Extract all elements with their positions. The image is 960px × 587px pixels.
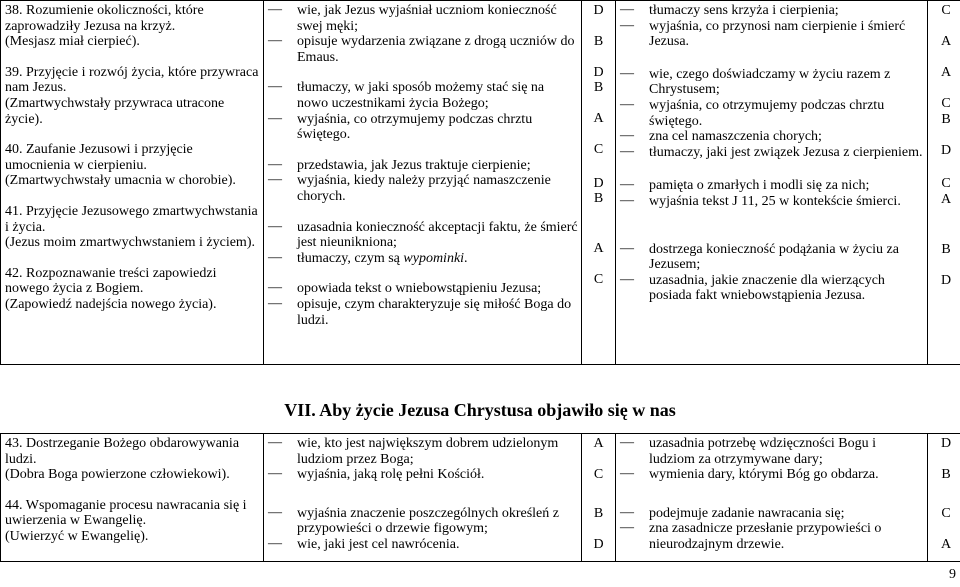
goal-item: — wie, czego doświadczamy w życiu razem z Chrystusem; (620, 65, 891, 98)
goal-item: — tłumaczy, czym są wypominki. (268, 249, 468, 266)
goals-primary-cell (264, 1, 582, 365)
topics-cell (1, 434, 264, 562)
topic-subtitle: (Uwierzyć w Ewangelię). (5, 528, 149, 544)
level-letter: A (940, 34, 952, 50)
goal-item: — tłumaczy, w jaki sposób możemy stać się na nowo uczestnikami życia Bożego; (268, 79, 545, 111)
goals-extended-cell (616, 1, 928, 365)
goals-extended-cell (616, 434, 928, 562)
topic-title: 41. Przyjęcie Jezusowego zmartwychwstania i życia. (5, 203, 258, 235)
goal-item: — zna cel namaszczenia chorych; (620, 128, 822, 145)
level-letter: A (940, 191, 952, 207)
level-letter: B (593, 505, 604, 521)
goal-group-42b (620, 242, 924, 304)
goal-item: — wyjaśnia, co otrzymujemy podczas chrztu świętego. (268, 110, 533, 143)
topic-subtitle: (Dobra Boga powierzone człowiekowi). (5, 467, 230, 483)
topic-44 (5, 498, 260, 545)
goal-group-38 (268, 3, 578, 65)
topic-subtitle: (Zmartwychwstały umacnia w chorobie). (5, 173, 236, 189)
topic-41 (5, 204, 260, 251)
levels-primary-cell (582, 1, 616, 365)
level-letter: D (593, 3, 604, 18)
goal-item: — wyjaśnia, co otrzymujemy podczas chrztu świętego. (620, 96, 885, 129)
goal-item: — wie, jak Jezus wyjaśniał uczniom konieczność swej męki; (268, 2, 557, 34)
topic-39 (5, 65, 260, 127)
level-letter: C (941, 3, 951, 18)
level-letter: D (593, 64, 604, 80)
level-letter: A (593, 110, 604, 126)
level-letter: C (941, 505, 951, 521)
topic-40 (5, 142, 260, 189)
level-letter: A (940, 536, 952, 552)
topic-title: 40. Zaufanie Jezusowi i przyjęcie umocnienia w cierpieniu. (5, 142, 193, 173)
topic-title: 43. Dostrzeganie Bożego obdarowywania ludzi. (5, 436, 240, 467)
goal-group-39b (620, 67, 924, 129)
goal-item: — wie, jaki jest cel nawrócenia. (268, 535, 460, 552)
topic-subtitle: (Jezus moim zmartwychwstaniem i życiem). (5, 235, 255, 251)
level-letter: B (941, 111, 951, 127)
topic-title: 39. Przyjęcie i rozwój życia, które przywraca nam Jezus. (5, 64, 259, 96)
goal-group-44 (268, 506, 578, 553)
level-letter: D (940, 272, 952, 288)
level-letter: A (593, 240, 604, 256)
goal-item: — wyjaśnia, kiedy należy przyjąć namaszczenie chorych. (268, 172, 551, 204)
levels-extended-cell (928, 1, 960, 365)
goal-group-41b (620, 178, 924, 209)
table-row (1, 1, 960, 365)
goal-group-41 (268, 220, 578, 267)
level-letter: A (593, 436, 604, 451)
topic-title: 38. Rozumienie okoliczności, które zaprowadziły Jezusa na krzyż. (5, 3, 204, 34)
level-letter: B (593, 191, 604, 207)
level-letter: D (593, 536, 604, 552)
goal-group-40b (620, 129, 924, 160)
topics-cell (1, 1, 264, 365)
topic-43 (5, 436, 260, 483)
goal-group-40 (268, 158, 578, 205)
goal-item: — opisuje, czym charakteryzuje się miłość Boga do ludzi. (268, 295, 572, 328)
goal-item: — uzasadnia, jakie znaczenie dla wierzących posiada fakt wniebowstąpienia Jezusa. (620, 271, 885, 304)
topic-title: 44. Wspomaganie procesu nawracania się i uwierzenia w Ewangelię. (5, 497, 247, 529)
goal-item: — zna zasadnicze przesłanie przypowieści o nieurodzajnym drzewie. (620, 520, 882, 552)
goal-item: — dostrzega konieczność podążania w życiu za Jezusem; (620, 240, 899, 273)
goal-group-44b (620, 506, 924, 553)
goal-item: — uzasadnia potrzebę wdzięczności Bogu i ludziom za otrzymywane dary; (620, 435, 877, 467)
levels-extended-cell (928, 434, 960, 562)
levels-primary-cell (582, 434, 616, 562)
page-number: 9 (949, 567, 956, 582)
level-letter: C (941, 95, 951, 111)
goal-item: — wyjaśnia, jaką rolę pełni Kościół. (268, 466, 485, 483)
goal-group-43 (268, 436, 578, 483)
goal-item: — wyjaśnia tekst J 11, 25 w kontekście śmierci. (620, 192, 901, 209)
goal-item: — wyjaśnia, co przynosi nam cierpienie i śmierć Jezusa. (620, 17, 906, 50)
goal-item: — tłumaczy sens krzyża i cierpienia; (620, 2, 839, 18)
table-row (1, 434, 960, 562)
goal-group-39 (268, 80, 578, 142)
goal-item: — opisuje wydarzenia związane z drogą uczniów do Emaus. (268, 33, 575, 65)
level-letter: B (593, 34, 604, 50)
level-letter: A (940, 64, 952, 80)
goal-group-42 (268, 281, 578, 328)
goal-item: — pamięta o zmarłych i modli się za nich; (620, 177, 870, 194)
goal-item: — wymienia dary, którymi Bóg go obdarza. (620, 466, 879, 483)
goal-item: — tłumaczy, jaki jest związek Jezusa z cierpieniem. (620, 143, 923, 160)
section-heading: VII. Aby życie Jezusa Chrystusa objawiło się w nas (284, 400, 676, 420)
level-letter: D (940, 142, 952, 158)
goals-primary-cell (264, 434, 582, 562)
topic-subtitle: (Zmartwychwstały przywraca utracone życie). (5, 95, 225, 127)
goal-item: — przedstawia, jak Jezus traktuje cierpienie; (268, 156, 531, 173)
topic-subtitle: (Zapowiedź nadejścia nowego życia). (5, 296, 217, 312)
goal-item: — opowiada tekst o wniebowstąpieniu Jezusa; (268, 280, 542, 297)
topic-title: 42. Rozpoznawanie treści zapowiedzi nowego życia z Bogiem. (5, 265, 217, 297)
level-letter: B (593, 80, 604, 96)
topic-subtitle: (Mesjasz miał cierpieć). (5, 34, 140, 50)
level-letter: D (940, 436, 952, 451)
level-letter: C (593, 142, 604, 158)
level-letter: B (941, 467, 951, 483)
goal-item: — podejmuje zadanie nawracania się; (620, 504, 845, 521)
level-letter: C (593, 272, 604, 288)
goal-group-43b (620, 436, 924, 483)
level-letter: D (593, 175, 604, 191)
level-letter: B (941, 241, 951, 257)
level-letter: C (593, 467, 604, 483)
topic-38 (5, 3, 260, 50)
level-letter: C (941, 176, 951, 192)
goal-item: — wie, kto jest największym dobrem udzielonym ludziom przez Boga; (268, 435, 559, 467)
goal-item: — uzasadnia konieczność akceptacji faktu, że śmierć jest nieunikniona; (268, 218, 578, 251)
goal-item: — wyjaśnia znaczenie poszczególnych określeń z przypowieści o drzewie figowym; (268, 504, 559, 537)
goal-group-38b (620, 3, 924, 50)
bottom-curriculum-table (0, 433, 960, 562)
topic-42 (5, 266, 260, 313)
